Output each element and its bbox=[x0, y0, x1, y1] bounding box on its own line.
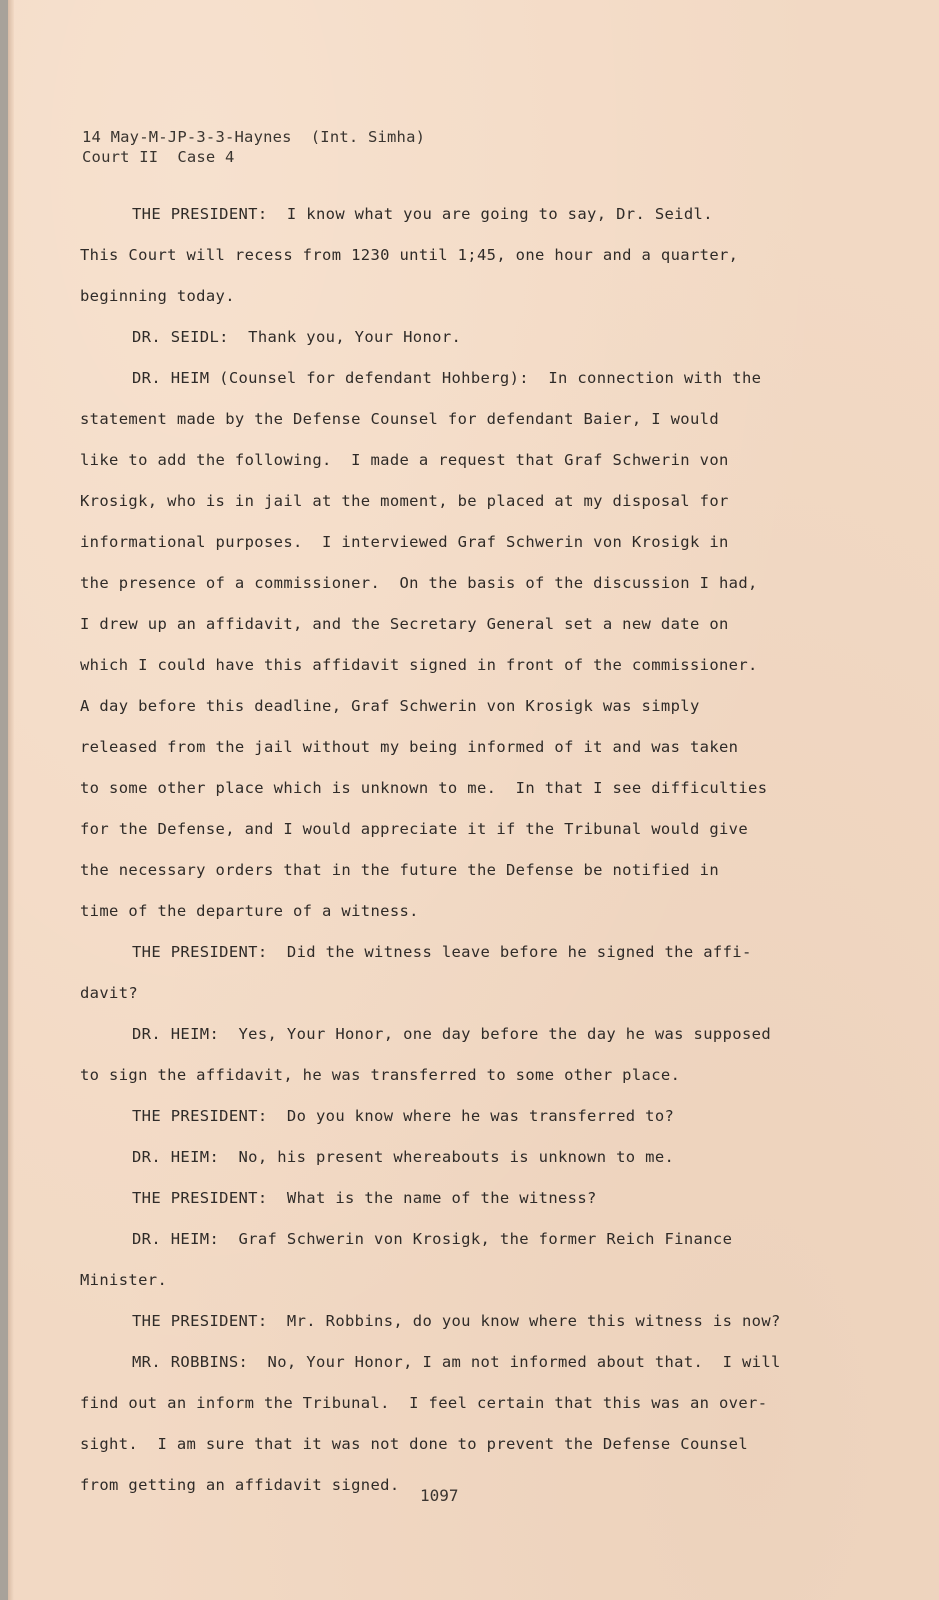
text-line: like to add the following. I made a request that Graf Schwerin von bbox=[80, 451, 729, 469]
header-line-1: 14 May-M-JP-3-3-Haynes (Int. Simha) bbox=[82, 128, 426, 146]
text-line: THE PRESIDENT: Mr. Robbins, do you know where this witness is now? bbox=[132, 1312, 781, 1330]
text-line: to some other place which is unknown to me. In that I see difficulties bbox=[80, 779, 768, 797]
document-page bbox=[8, 0, 939, 1600]
text-line: THE PRESIDENT: I know what you are going to say, Dr. Seidl. bbox=[132, 205, 713, 223]
page-number: 1097 bbox=[420, 1486, 459, 1505]
text-line: THE PRESIDENT: Do you know where he was transferred to? bbox=[132, 1107, 675, 1125]
page-edge bbox=[8, 0, 14, 1600]
text-line: A day before this deadline, Graf Schwerin von Krosigk was simply bbox=[80, 697, 700, 715]
text-line: DR. HEIM (Counsel for defendant Hohberg): In connection with the bbox=[132, 369, 762, 387]
text-line: to sign the affidavit, he was transferred to some other place. bbox=[80, 1066, 681, 1084]
text-line: the presence of a commissioner. On the basis of the discussion I had, bbox=[80, 574, 758, 592]
text-line: from getting an affidavit signed. bbox=[80, 1476, 400, 1494]
text-line: THE PRESIDENT: Did the witness leave before he signed the affi- bbox=[132, 943, 752, 961]
text-line: statement made by the Defense Counsel for defendant Baier, I would bbox=[80, 410, 719, 428]
text-line: the necessary orders that in the future the Defense be notified in bbox=[80, 861, 719, 879]
text-line: I drew up an affidavit, and the Secretary General set a new date on bbox=[80, 615, 729, 633]
text-line: released from the jail without my being informed of it and was taken bbox=[80, 738, 739, 756]
text-line: which I could have this affidavit signed in front of the commissioner. bbox=[80, 656, 758, 674]
text-line: davit? bbox=[80, 984, 139, 1002]
text-line: MR. ROBBINS: No, Your Honor, I am not informed about that. I will bbox=[132, 1353, 781, 1371]
text-line: time of the departure of a witness. bbox=[80, 902, 419, 920]
header-line-2: Court II Case 4 bbox=[82, 148, 235, 166]
text-line: THE PRESIDENT: What is the name of the witness? bbox=[132, 1189, 597, 1207]
text-line: Minister. bbox=[80, 1271, 168, 1289]
text-line: find out an inform the Tribunal. I feel certain that this was an over- bbox=[80, 1394, 768, 1412]
text-line: DR. HEIM: Yes, Your Honor, one day before the day he was supposed bbox=[132, 1025, 771, 1043]
text-line: for the Defense, and I would appreciate it if the Tribunal would give bbox=[80, 820, 749, 838]
text-line: This Court will recess from 1230 until 1;45, one hour and a quarter, bbox=[80, 246, 739, 264]
text-line: DR. HEIM: Graf Schwerin von Krosigk, the former Reich Finance bbox=[132, 1230, 733, 1248]
text-line: DR. HEIM: No, his present whereabouts is unknown to me. bbox=[132, 1148, 675, 1166]
text-line: informational purposes. I interviewed Graf Schwerin von Krosigk in bbox=[80, 533, 729, 551]
text-line: Krosigk, who is in jail at the moment, be placed at my disposal for bbox=[80, 492, 729, 510]
text-line: DR. SEIDL: Thank you, Your Honor. bbox=[132, 328, 462, 346]
text-line: sight. I am sure that it was not done to prevent the Defense Counsel bbox=[80, 1435, 749, 1453]
text-line: beginning today. bbox=[80, 287, 235, 305]
